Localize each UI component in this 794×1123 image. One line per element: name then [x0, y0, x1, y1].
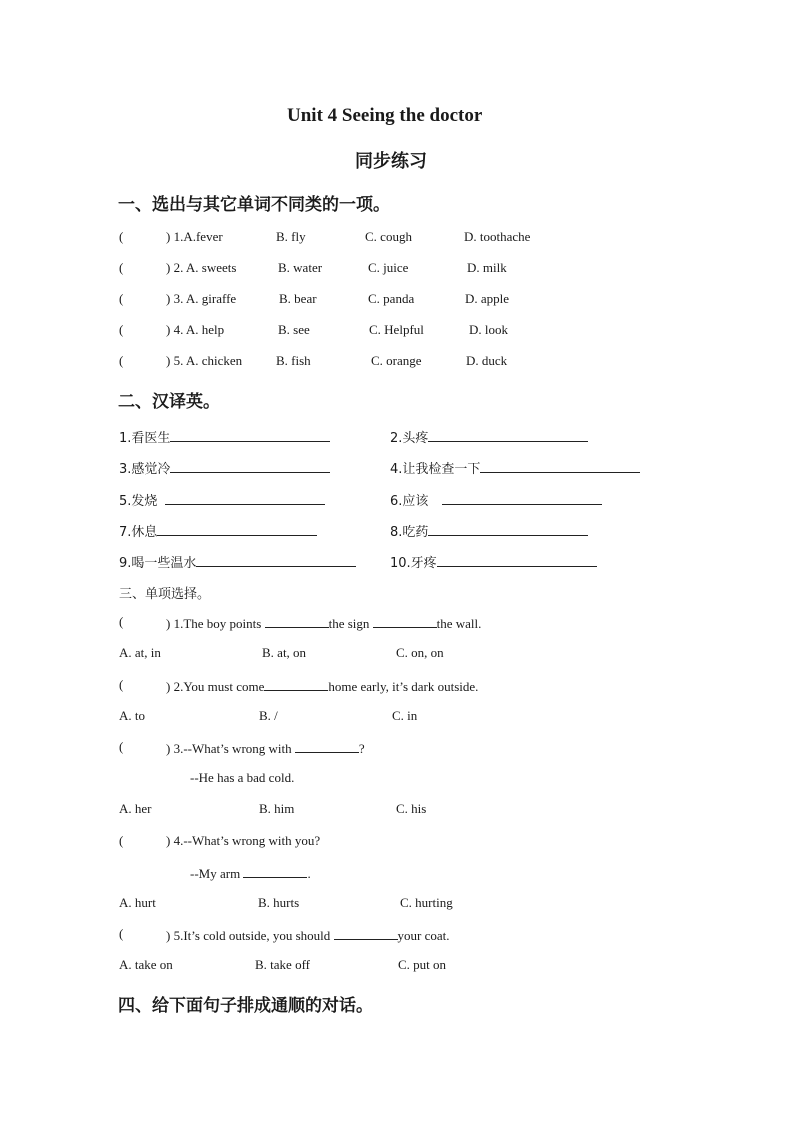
page-title: Unit 4 Seeing the doctor [287, 105, 483, 126]
question-number: ) 4. A. help [166, 322, 225, 337]
option-b: B. him [259, 801, 295, 816]
option-b: B. fly [276, 229, 306, 244]
option-d: D. duck [466, 353, 508, 368]
option-c: C. hurting [400, 895, 453, 910]
option-a: A. her [119, 801, 152, 816]
option-c: C. put on [398, 957, 447, 972]
paren-open: ( [119, 260, 124, 275]
option-c: C. panda [368, 291, 415, 306]
answer-blank[interactable] [170, 459, 330, 473]
section-three-heading: 三、单项选择。 [119, 587, 211, 602]
option-d: D. apple [465, 291, 510, 306]
section-four-heading: 四、给下面句子排成通顺的对话。 [118, 996, 373, 1016]
translate-item: 10.牙疼 [390, 552, 597, 571]
paren-open: ( [119, 322, 124, 337]
answer-blank[interactable] [157, 522, 317, 536]
option-c: C. his [396, 801, 427, 816]
answer-blank[interactable] [196, 553, 356, 567]
option-a: A. take on [119, 957, 173, 972]
question-text: ) 3.--What’s wrong with ? [166, 741, 365, 756]
paren-open: ( [119, 229, 124, 244]
translate-item: 7.休息 [119, 521, 317, 540]
paren-open: ( [119, 291, 124, 306]
option-a: A. hurt [119, 895, 156, 910]
page-subtitle: 同步练习 [355, 151, 427, 171]
option-b: B. hurts [258, 895, 300, 910]
translate-item: 6.应该 [390, 490, 602, 509]
option-d: D. look [469, 322, 508, 337]
question-number: ) 5. A. chicken [166, 353, 243, 368]
answer-blank[interactable] [428, 428, 588, 442]
translate-item: 9.喝一些温水 [119, 552, 356, 571]
option-c: C. Helpful [369, 322, 424, 337]
paren-open: ( [119, 926, 124, 941]
answer-blank[interactable] [243, 864, 307, 878]
answer-blank[interactable] [437, 553, 597, 567]
answer-blank[interactable] [170, 428, 330, 442]
question-reply: --My arm . [190, 866, 311, 881]
option-c: C. in [392, 708, 418, 723]
answer-blank[interactable] [373, 614, 437, 628]
option-d: D. toothache [464, 229, 531, 244]
option-b: B. fish [276, 353, 311, 368]
option-c: C. on, on [396, 645, 444, 660]
paren-open: ( [119, 739, 124, 754]
option-b: B. bear [279, 291, 317, 306]
answer-blank[interactable] [442, 491, 602, 505]
translate-item: 3.感觉冷 [119, 458, 330, 477]
answer-blank[interactable] [295, 739, 359, 753]
question-reply: --He has a bad cold. [190, 770, 295, 785]
question-number: ) 1.A.fever [166, 229, 223, 244]
option-b: B. / [259, 708, 278, 723]
question-text: ) 1.The boy points the sign the wall. [166, 616, 482, 631]
answer-blank[interactable] [480, 459, 640, 473]
question-text: ) 4.--What’s wrong with you? [166, 833, 321, 848]
option-c: C. juice [368, 260, 409, 275]
option-b: B. take off [255, 957, 310, 972]
question-text: ) 5.It’s cold outside, you should your coat. [166, 928, 450, 943]
translate-item: 2.头疼 [390, 427, 588, 446]
translate-item: 5.发烧 [119, 490, 325, 509]
option-a: A. to [119, 708, 145, 723]
question-number: ) 2. A. sweets [166, 260, 237, 275]
option-c: C. cough [365, 229, 412, 244]
section-two-heading: 二、汉译英。 [118, 392, 220, 412]
translate-item: 8.吃药 [390, 521, 588, 540]
paren-open: ( [119, 353, 124, 368]
option-d: D. milk [467, 260, 507, 275]
paren-open: ( [119, 833, 124, 848]
translate-item: 1.看医生 [119, 427, 330, 446]
section-one-heading: 一、选出与其它单词不同类的一项。 [118, 195, 390, 215]
option-b: B. at, on [262, 645, 307, 660]
option-b: B. water [278, 260, 323, 275]
answer-blank[interactable] [264, 677, 328, 691]
option-c: C. orange [371, 353, 422, 368]
answer-blank[interactable] [334, 926, 398, 940]
paren-open: ( [119, 614, 124, 629]
option-b: B. see [278, 322, 310, 337]
question-text: ) 2.You must come home early, it’s dark outside. [166, 679, 479, 694]
answer-blank[interactable] [265, 614, 329, 628]
answer-blank[interactable] [165, 491, 325, 505]
translate-item: 4.让我检查一下 [390, 458, 640, 477]
answer-blank[interactable] [428, 522, 588, 536]
option-a: A. at, in [119, 645, 161, 660]
question-number: ) 3. A. giraffe [166, 291, 237, 306]
paren-open: ( [119, 677, 124, 692]
